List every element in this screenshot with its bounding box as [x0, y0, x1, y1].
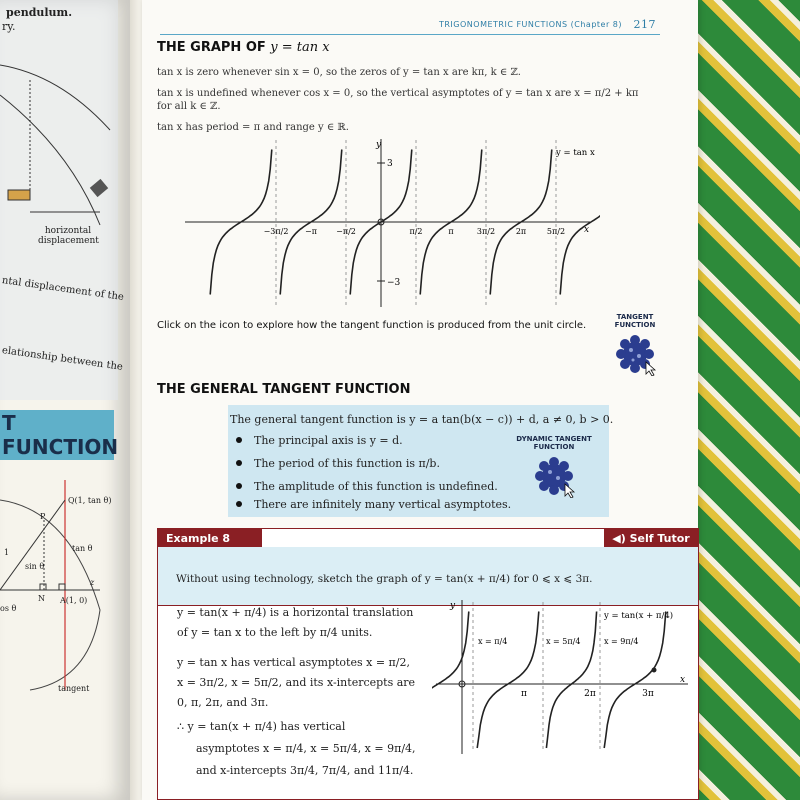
solution-line: y = tan(x + π/4) is a horizontal translation: [177, 606, 414, 619]
shifted-tan-graph: [432, 596, 696, 756]
solution-line: 0, π, 2π, and 3π.: [177, 696, 269, 709]
general-section-heading: THE GENERAL TANGENT FUNCTION: [157, 382, 411, 397]
label-cos: os θ: [0, 604, 17, 613]
tan-branch: [546, 612, 596, 749]
bullet-item: [228, 498, 511, 511]
general-definition: The general tangent function is y = a tan(b(x − c)) + d, a ≠ 0, b > 0.: [230, 413, 614, 426]
zeros-text: tan x is zero whenever sin x = 0, so the zeros of y = tan x are kπ, k ∈ ℤ.: [157, 67, 521, 78]
bullet-dot: [236, 483, 242, 489]
graph-heading-text: THE GRAPH OF: [157, 40, 266, 55]
asymptotes-text: tan x is undefined whenever cos x = 0, so the vertical asymptotes of y = tan x are x = π/2 + kπ: [157, 88, 639, 99]
graph-section-heading: [157, 40, 330, 55]
label-tan: tan θ: [72, 544, 93, 553]
left-page: [0, 0, 130, 800]
period-range-text: tan x has period = π and range y ∈ ℝ.: [157, 122, 349, 133]
solution-line: of y = tan x to the left by π/4 units.: [177, 626, 373, 639]
bullet-text: The amplitude of this function is undefined.: [254, 480, 498, 493]
example-question: Without using technology, sketch the graph of y = tan(x + π/4) for 0 ⩽ x ⩽ 3π.: [176, 573, 593, 585]
left-line-2: elationship between the: [1, 345, 124, 373]
curve-label: y = tan(x + π/4): [604, 611, 674, 621]
y-axis-label: y: [450, 601, 456, 611]
label-z: z: [90, 578, 95, 587]
curve-label: y = tan x: [556, 148, 595, 158]
self-tutor-button[interactable]: ◀) Self Tutor: [604, 529, 698, 547]
y-axis-label: y: [376, 140, 382, 150]
bullet-text: There are infinitely many vertical asymptotes.: [254, 498, 512, 511]
x-tick-label: 3π: [642, 689, 654, 699]
endpoint-marker: [652, 668, 657, 673]
x-tick-label: −π: [305, 227, 317, 236]
explore-instruction: Click on the icon to explore how the tangent function is produced from the unit circle.: [157, 320, 587, 331]
x-tick-label: 3π/2: [476, 227, 496, 236]
cursor-icon: [646, 362, 655, 376]
bullet-text: The period of this function is π/b.: [254, 457, 440, 470]
x-tick-label: π: [448, 227, 454, 236]
solution-line: x = 3π/2, x = 5π/2, and its x-intercepts are: [177, 676, 416, 689]
bullet-item: [228, 480, 498, 493]
solution-line: asymptotes x = π/4, x = 5π/4, x = 9π/4,: [196, 742, 416, 755]
left-top-text: ry.: [2, 20, 16, 33]
tan-branch: [477, 612, 539, 749]
label-q: Q(1, tan θ): [68, 496, 112, 505]
asymptote-label: x = π/4: [478, 637, 508, 646]
label-p: P: [40, 512, 46, 521]
solution-line: ∴ y = tan(x + π/4) has vertical: [177, 720, 346, 733]
label-sin: sin θ: [25, 562, 45, 571]
bullet-text: The principal axis is y = d.: [254, 434, 403, 447]
x-tick-label: −π/2: [336, 227, 356, 236]
icon-label-line2: FUNCTION: [533, 443, 575, 451]
x-axis-label: x: [680, 675, 686, 685]
x-tick-label: 2π: [584, 689, 596, 699]
bullet-item: [228, 457, 440, 470]
x-tick-label: −3π/2: [263, 227, 289, 236]
solution-line: y = tan x has vertical asymptotes x = π/2,: [177, 656, 410, 669]
y-tick-label: −3: [387, 278, 401, 288]
icon-label-line1: TANGENT: [616, 313, 654, 321]
icon-label-line2: FUNCTION: [614, 321, 656, 329]
asymptotes-text-cont: for all k ∈ ℤ.: [157, 101, 221, 112]
dynamic-tangent-icon-button[interactable]: [516, 435, 592, 498]
label-one: 1: [4, 548, 10, 557]
x-tick-label: π: [521, 689, 527, 699]
tan-branch: [432, 612, 469, 749]
running-header: [160, 16, 660, 35]
chapter-title: TRIGONOMETRIC FUNCTIONS (Chapter 8): [438, 20, 622, 29]
left-heading: pendulum.: [6, 6, 73, 19]
tangent-function-icon-button[interactable]: [605, 313, 665, 376]
icon-label-line1: DYNAMIC TANGENT: [516, 435, 592, 443]
graph-heading-math: y = tan x: [270, 40, 330, 55]
label-a: A(1, 0): [60, 596, 88, 605]
bullet-dot: [236, 501, 242, 507]
x-tick-label: 5π/2: [546, 227, 566, 236]
x-axis-label: x: [584, 225, 590, 235]
cursor-icon: [565, 484, 574, 498]
flower-icon[interactable]: [613, 332, 657, 376]
asymptote-label: x = 9π/4: [604, 637, 639, 646]
asymptote-label: x = 5π/4: [546, 637, 581, 646]
flower-icon[interactable]: [532, 454, 576, 498]
horizontal-displacement-label: horizontal displacement: [38, 226, 99, 246]
bullet-item: [228, 434, 403, 447]
bullet-dot: [236, 460, 242, 466]
page-number: 217: [633, 18, 656, 31]
x-tick-label: 2π: [515, 227, 527, 236]
y-tick-label: 3: [387, 159, 393, 169]
tan-graph: [180, 135, 600, 310]
bullet-dot: [236, 437, 242, 443]
label-n: N: [38, 594, 45, 603]
solution-line: and x-intercepts 3π/4, 7π/4, and 11π/4.: [196, 764, 414, 777]
label-tangent: tangent: [58, 684, 90, 693]
x-tick-label: π/2: [409, 227, 423, 236]
tan-branch: [604, 612, 666, 749]
example-tab: Example 8: [158, 529, 262, 547]
left-line-1: ntal displacement of the: [1, 275, 125, 304]
tablecloth-background: [690, 0, 800, 800]
left-section-banner: T FUNCTION: [2, 411, 119, 459]
